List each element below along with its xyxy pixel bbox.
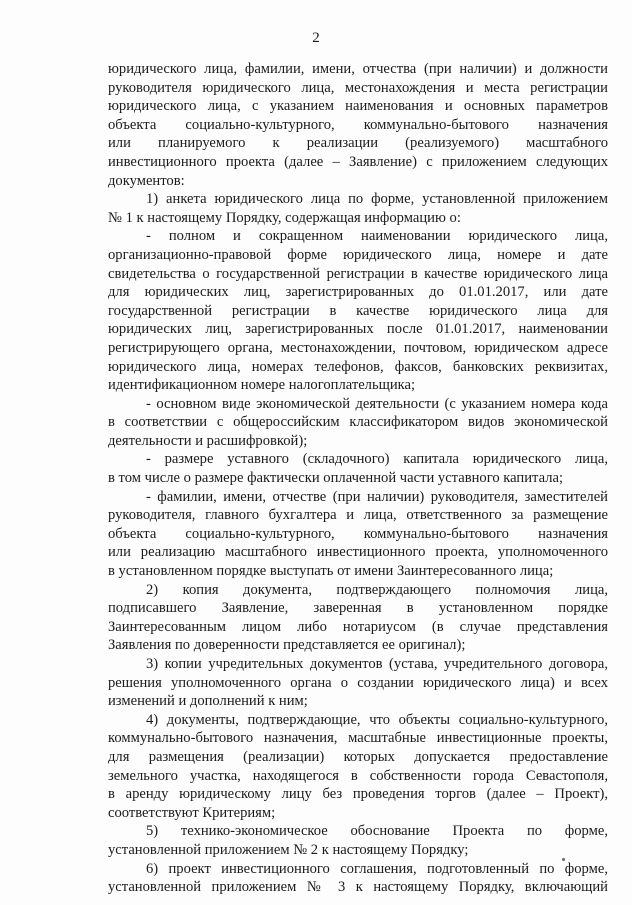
text-line: 6) проект инвестиционного соглашения, подготовленный по форме, xyxy=(146,860,608,877)
text-line: документов: xyxy=(108,172,185,189)
text-line: объекта социально-культурного, коммунально-бытового назначения xyxy=(108,116,608,133)
text-line: или планируемого к реализации (реализуемого) масштабного xyxy=(108,135,608,152)
text-line: в том числе о размере фактически оплаченной части уставного капитала; xyxy=(108,470,564,487)
text-line: соответствуют Критериям; xyxy=(108,804,276,821)
text-line: в соответствии с общероссийским классификатором видов экономической xyxy=(108,414,608,431)
text-line: идентификационном номере налогоплательщика; xyxy=(108,377,416,394)
text-line: изменений и дополнений к ним; xyxy=(108,693,308,710)
text-line: в аренду юридическому лицу без проведения торгов (далее – Проект), xyxy=(108,786,608,803)
text-line: в установленном порядке выступать от имени Заинтересованного лица; xyxy=(108,563,554,580)
text-line: организационно-правовой форме юридического лица, номере и дате xyxy=(108,246,608,263)
text-line: для юридических лиц, зарегистрированных до 01.01.2017, или дате xyxy=(108,284,608,301)
scan-speck xyxy=(562,858,565,861)
page-number: 2 xyxy=(312,30,320,46)
text-line: установленной приложением № 2 к настоящему Порядку; xyxy=(108,841,469,858)
body-text xyxy=(108,60,608,897)
text-line: решения уполномоченного органа о создании юридического лица) и всех xyxy=(108,674,608,691)
text-line: юридического лица, номерах телефонов, факсов, банковских реквизитах, xyxy=(108,358,608,375)
text-line: № 1 к настоящему Порядку, содержащая информацию о: xyxy=(108,209,461,226)
text-line: - основном виде экономической деятельности (с указанием номера кода xyxy=(146,395,608,412)
text-line: юридических лиц, зарегистрированных после 01.01.2017, наименовании xyxy=(108,321,608,338)
text-line: объекта социально-культурного, коммунально-бытового назначения xyxy=(108,525,608,542)
text-line: коммунально-бытового назначения, масштабные инвестиционные проекты, xyxy=(108,730,608,747)
text-line: Заинтересованным лицом либо нотариусом (в случае представления xyxy=(108,618,608,635)
text-line: 3) копии учредительных документов (устава, учредительного договора, xyxy=(146,656,608,672)
text-line: 2) копия документа, подтверждающего полномочия лица, xyxy=(146,581,608,598)
text-line: деятельности и расшифровкой); xyxy=(108,432,308,449)
text-line: государственной регистрации в качестве юридического лица для xyxy=(108,302,608,319)
text-line: руководителя юридического лица, местонахождения и места регистрации xyxy=(108,79,608,96)
text-line: земельного участка, находящегося в собственности города Севастополя, xyxy=(108,767,608,784)
text-line: 5) технико-экономическое обоснование Проекта по форме, xyxy=(146,823,608,840)
text-line: Заявления по доверенности представляется ее оригинал); xyxy=(108,637,466,654)
text-line: - полном и сокращенном наименовании юридического лица, xyxy=(146,228,608,245)
text-line: подписавшего Заявление, заверенная в установленном порядке xyxy=(108,600,608,617)
text-line: для размещения (реализации) которых допускается предоставление xyxy=(108,748,608,765)
text-line: установленной приложением № 3 к настоящему Порядку, включающий xyxy=(108,879,608,896)
text-line: инвестиционного проекта (далее – Заявление) с приложением следующих xyxy=(108,153,608,170)
text-line: или реализацию масштабного инвестиционного проекта, уполномоченного xyxy=(108,544,608,561)
text-line: свидетельства о государственной регистрации в качестве юридического лица xyxy=(108,265,608,282)
text-line: 4) документы, подтверждающие, что объекты социально-культурного, xyxy=(146,711,608,728)
text-line: регистрирующего органа, местонахождении, почтовом, юридическом адресе xyxy=(108,339,608,356)
text-line: - фамилии, имени, отчестве (при наличии) руководителя, заместителей xyxy=(146,488,608,505)
text-line: юридического лица, фамилии, имени, отчества (при наличии) и должности xyxy=(108,61,608,77)
text-line: юридического лица, с указанием наименования и основных параметров xyxy=(108,98,608,115)
text-line: - размере уставного (складочного) капитала юридического лица, xyxy=(146,451,608,468)
text-line: руководителя, главного бухгалтера и лица, ответственного за размещение xyxy=(108,507,608,524)
text-line: 1) анкета юридического лица по форме, установленной приложением xyxy=(146,191,608,208)
